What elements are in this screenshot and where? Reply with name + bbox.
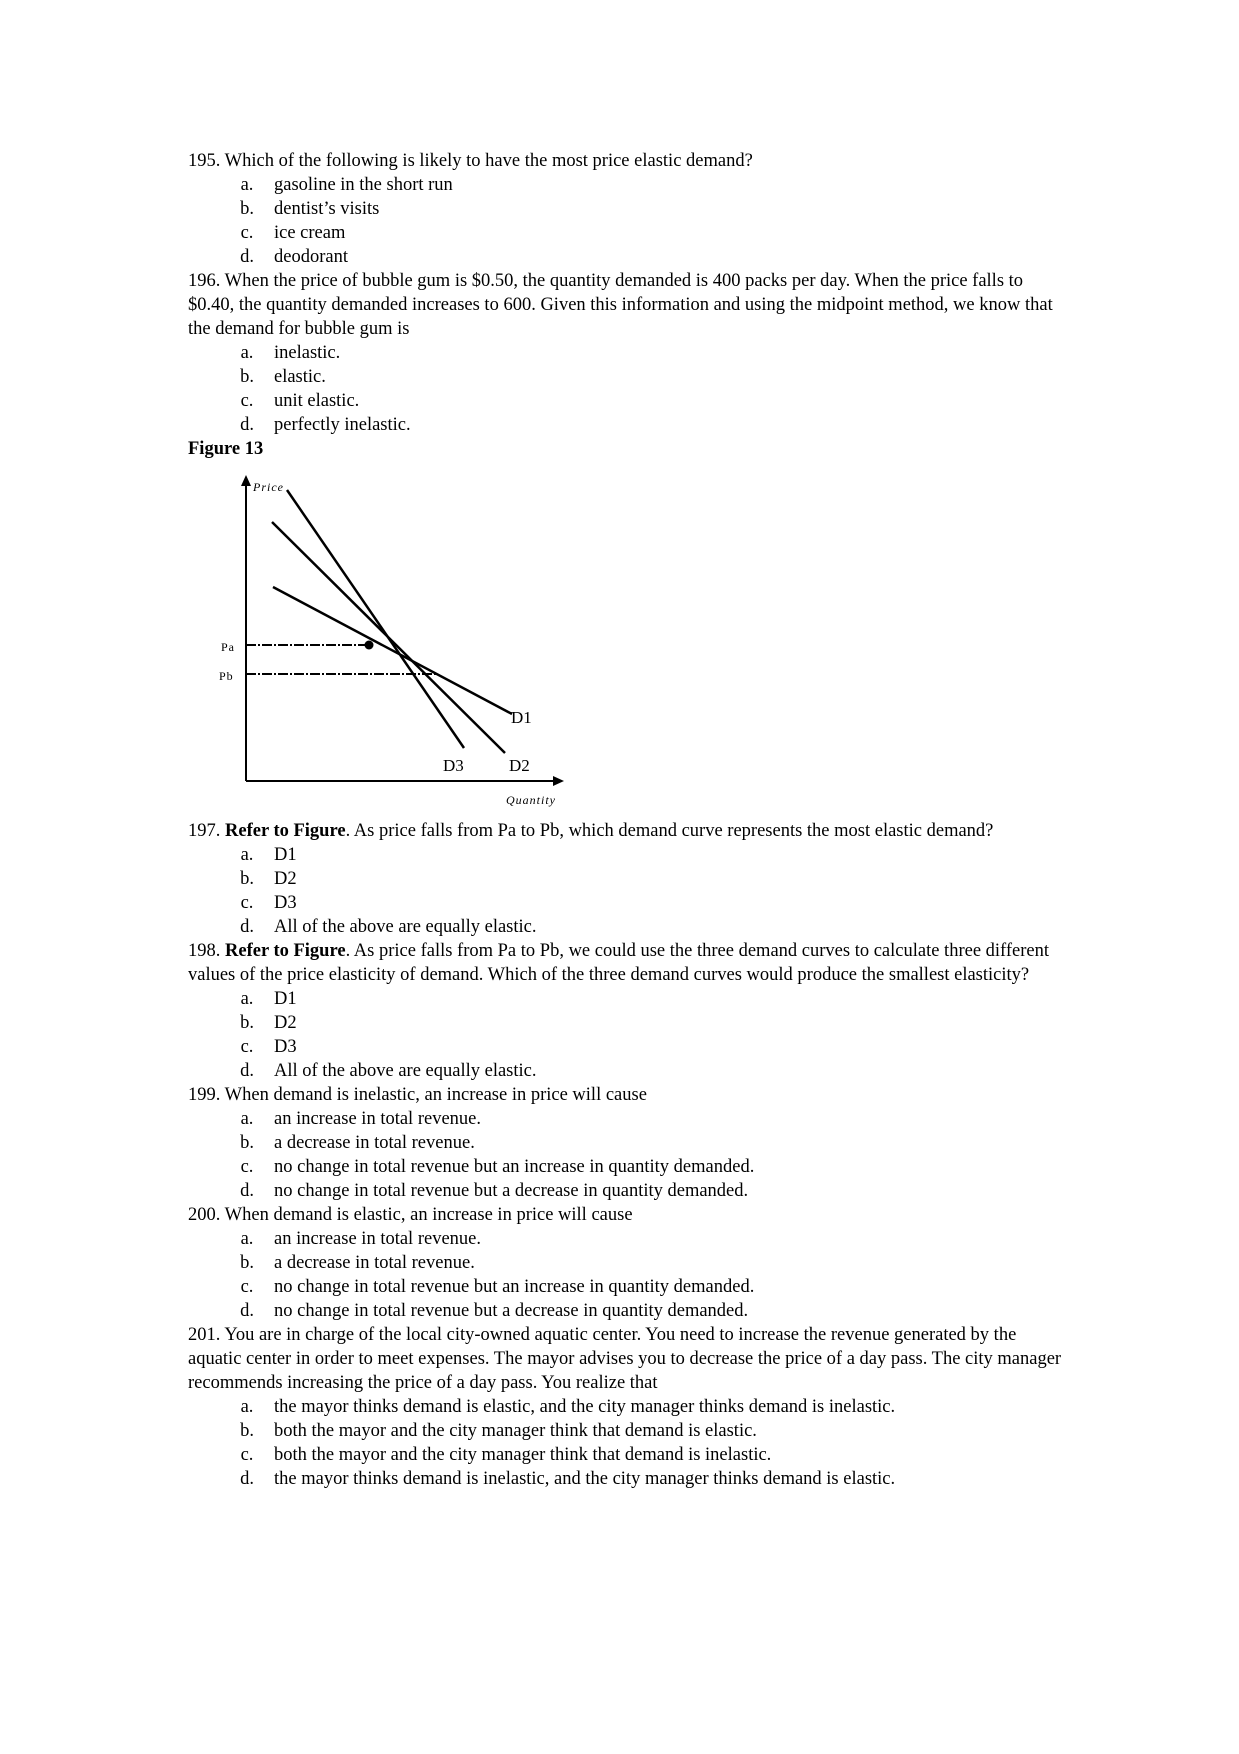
option: c. D3 xyxy=(240,1037,297,1057)
curve-d3-label: D3 xyxy=(443,756,464,775)
curve-d1 xyxy=(273,587,512,714)
options-list xyxy=(188,1227,1068,1323)
option: a. an increase in total revenue. xyxy=(240,1109,481,1129)
options-list xyxy=(188,1395,1068,1491)
option: c. unit elastic. xyxy=(240,391,360,411)
question-text: When demand is inelastic, an increase in price will cause xyxy=(224,1085,647,1105)
option: d. no change in total revenue but a decrease in quantity demanded. xyxy=(240,1181,749,1201)
option: b. a decrease in total revenue. xyxy=(240,1253,475,1273)
options-list xyxy=(188,843,1068,939)
question-196 xyxy=(188,269,1068,437)
curve-d1-label: D1 xyxy=(511,708,532,727)
option: a. an increase in total revenue. xyxy=(240,1229,481,1249)
option: d. All of the above are equally elastic. xyxy=(240,1061,537,1081)
question-text: When the price of bubble gum is $0.50, the quantity demanded is 400 packs per day. When the price falls to $0.40, the quantity demanded increases to 600. Given this information and using the midpoint method, we know that the demand for bubble gum is xyxy=(188,271,1053,339)
intersection-point xyxy=(365,641,374,650)
option: d. no change in total revenue but a decrease in quantity demanded. xyxy=(240,1301,749,1321)
option: b. both the mayor and the city manager think that demand is elastic. xyxy=(240,1421,757,1441)
option: c. D3 xyxy=(240,893,297,913)
option: a. inelastic. xyxy=(240,343,341,363)
y-axis-arrow xyxy=(241,475,251,486)
question-text: Which of the following is likely to have the most price elastic demand? xyxy=(224,151,753,171)
option: a. gasoline in the short run xyxy=(240,175,453,195)
x-axis-label: Quantity xyxy=(506,793,556,807)
option: b. D2 xyxy=(240,1013,297,1033)
question-text: . As price falls from Pa to Pb, which demand curve represents the most elastic demand? xyxy=(345,821,994,841)
question-number: 196. xyxy=(188,271,221,291)
question-number: 197. xyxy=(188,821,221,841)
question-text: You are in charge of the local city-owned aquatic center. You need to increase the revenue generated by the aquatic center in order to meet expenses. The mayor advises you to decrease the price of a day pass. The city manager recommends increasing the price of a day pass. You realize that xyxy=(188,1325,1062,1393)
option: c. no change in total revenue but an increase in quantity demanded. xyxy=(240,1277,755,1297)
question-text: When demand is elastic, an increase in price will cause xyxy=(224,1205,633,1225)
demand-diagram xyxy=(188,461,588,811)
pa-label: Pa xyxy=(221,640,235,654)
refer-to-figure: Refer to Figure xyxy=(225,821,346,841)
option: d. the mayor thinks demand is inelastic, and the city manager thinks demand is elastic. xyxy=(240,1469,896,1489)
question-200 xyxy=(188,1203,1068,1323)
option: b. elastic. xyxy=(240,367,326,387)
option: a. D1 xyxy=(240,845,297,865)
option: d. perfectly inelastic. xyxy=(240,415,411,435)
question-201 xyxy=(188,1323,1068,1491)
option: c. both the mayor and the city manager think that demand is inelastic. xyxy=(240,1445,772,1465)
refer-to-figure: Refer to Figure xyxy=(225,941,346,961)
question-195 xyxy=(188,149,1068,269)
option: d. deodorant xyxy=(240,247,348,267)
figure-title: Figure 13 xyxy=(188,439,264,459)
option: c. no change in total revenue but an increase in quantity demanded. xyxy=(240,1157,755,1177)
options-list xyxy=(188,341,1068,437)
x-axis-arrow xyxy=(553,776,564,786)
y-axis-label: Price xyxy=(253,480,284,494)
question-text: . As price falls from Pa to Pb, we could use the three demand curves to calculate three different values of the price elasticity of demand. Which of the three demand curves would produce the smallest elasticity? xyxy=(188,941,1050,985)
question-198 xyxy=(188,939,1068,1083)
options-list xyxy=(188,173,1068,269)
options-list xyxy=(188,1107,1068,1203)
question-199 xyxy=(188,1083,1068,1203)
option: b. dentist’s visits xyxy=(240,199,380,219)
question-number: 198. xyxy=(188,941,221,961)
option: c. ice cream xyxy=(240,223,346,243)
option: b. a decrease in total revenue. xyxy=(240,1133,475,1153)
question-number: 195. xyxy=(188,151,221,171)
option: b. D2 xyxy=(240,869,297,889)
question-197 xyxy=(188,819,1068,939)
demand-figure xyxy=(188,461,588,811)
question-number: 201. xyxy=(188,1325,221,1345)
options-list xyxy=(188,987,1068,1083)
option: d. All of the above are equally elastic. xyxy=(240,917,537,937)
option: a. D1 xyxy=(240,989,297,1009)
curve-d3 xyxy=(287,490,464,748)
document-body xyxy=(188,149,1068,1491)
curve-d2-label: D2 xyxy=(509,756,530,775)
question-number: 200. xyxy=(188,1205,221,1225)
option: a. the mayor thinks demand is elastic, and the city manager thinks demand is inelastic. xyxy=(240,1397,896,1417)
question-number: 199. xyxy=(188,1085,221,1105)
pb-label: Pb xyxy=(219,669,234,683)
